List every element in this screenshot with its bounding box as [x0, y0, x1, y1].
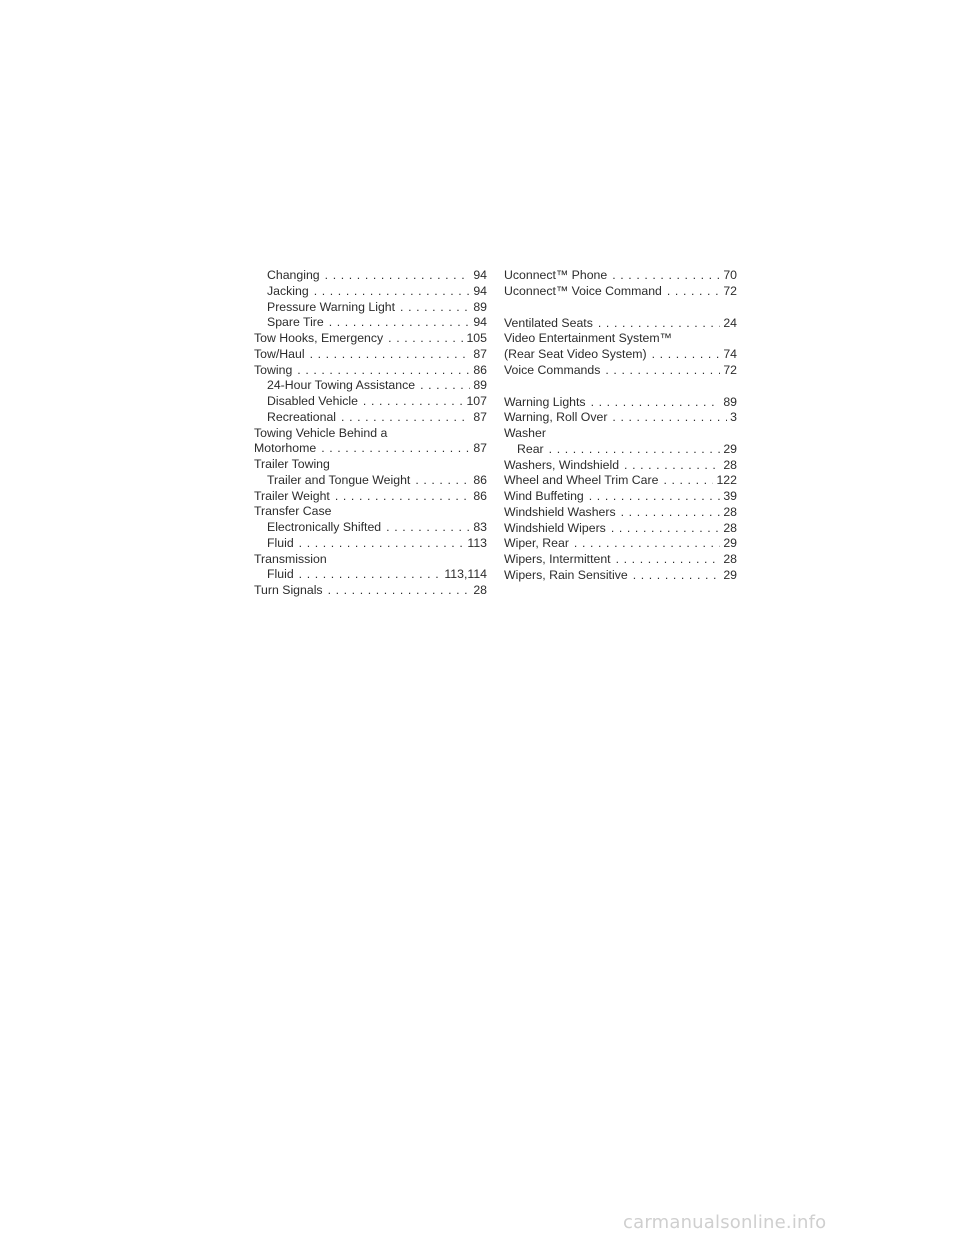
index-column-left [254, 268, 487, 599]
entry-label: Turn Signals [254, 583, 323, 597]
dot-leader [549, 442, 721, 458]
index-subentry [254, 268, 487, 284]
dot-leader [612, 410, 727, 426]
index-heading: Transmission [254, 551, 327, 566]
entry-page-number: 107 [466, 394, 487, 408]
entry-label: Wiper, Rear [504, 536, 569, 551]
dot-leader [633, 568, 721, 584]
index-entry [254, 441, 487, 457]
entry-page-number: 87 [473, 441, 487, 456]
index-subentry [254, 536, 487, 552]
dot-leader [329, 315, 471, 331]
dot-leader [612, 268, 720, 284]
dot-leader [598, 316, 720, 332]
dot-leader [388, 331, 463, 347]
entry-page-number: 89 [473, 299, 487, 314]
dot-leader [341, 410, 470, 426]
entry-page-number: 3 [730, 410, 737, 425]
entry-page-number: 89 [723, 394, 737, 409]
entry-label: Voice Commands [504, 362, 601, 377]
entry-page-number: 94 [473, 268, 487, 282]
entry-label: Changing [267, 268, 320, 282]
dot-leader [310, 347, 471, 363]
index-entry [254, 331, 487, 347]
entry-label: (Rear Seat Video System) [504, 347, 647, 361]
entry-label: Tow Hooks, Emergency [254, 331, 384, 345]
index-column-right [504, 268, 737, 584]
index-subentry [254, 284, 487, 300]
entry-label: Windshield Washers [504, 504, 616, 519]
entry-label: Uconnect™ Phone [504, 268, 608, 282]
entry-label: Fluid [267, 567, 294, 582]
index-entry [254, 363, 487, 379]
entry-label: Ventilated Seats [504, 315, 593, 330]
entry-page-number: 94 [473, 315, 487, 330]
dot-leader [363, 394, 464, 410]
dot-leader [574, 536, 720, 552]
entry-label: Warning, Roll Over [504, 410, 608, 425]
index-heading: Washer [504, 426, 546, 440]
dot-leader [415, 473, 470, 489]
index-subentry [504, 442, 737, 458]
entry-label: Wind Buffeting [504, 489, 584, 503]
index-entry [504, 284, 737, 300]
entry-page-number: 122 [716, 473, 737, 488]
entry-label: Motorhome [254, 441, 317, 456]
index-entry [504, 458, 737, 474]
dot-leader [624, 458, 720, 474]
entry-page-number: 87 [473, 346, 487, 361]
entry-label: Windshield Wipers [504, 520, 606, 535]
dot-leader [589, 489, 721, 505]
dot-leader [591, 395, 721, 411]
index-entry [504, 347, 737, 363]
entry-page-number: 28 [723, 504, 737, 519]
entry-page-number: 29 [723, 567, 737, 582]
entry-page-number: 86 [473, 362, 487, 377]
index-subentry [254, 394, 487, 410]
index-entry [504, 568, 737, 584]
index-subentry [254, 567, 487, 583]
index-subentry [254, 473, 487, 489]
index-heading: Trailer Towing [254, 457, 330, 471]
entry-page-number: 74 [723, 347, 737, 361]
index-entry [504, 316, 737, 332]
dot-leader [386, 520, 470, 536]
dot-leader [299, 536, 465, 552]
dot-leader [297, 363, 470, 379]
entry-page-number: 72 [723, 362, 737, 377]
entry-page-number: 70 [723, 268, 737, 282]
entry-page-number: 29 [723, 536, 737, 551]
entry-label: Wipers, Rain Sensitive [504, 567, 628, 582]
dot-leader [621, 505, 721, 521]
dot-leader [420, 378, 470, 394]
index-heading: Video Entertainment System™ [504, 331, 672, 346]
entry-label: Trailer and Tongue Weight [267, 472, 411, 487]
index-entry [504, 473, 737, 489]
entry-label: Spare Tire [267, 315, 324, 330]
dot-leader [299, 567, 442, 583]
dot-leader [663, 473, 713, 489]
dot-leader [335, 489, 470, 505]
entry-label: 24-Hour Towing Assistance [267, 378, 416, 393]
index-entry [254, 489, 487, 505]
entry-label: Jacking [267, 283, 309, 298]
watermark-brand: carmanualsonline.info [623, 1212, 827, 1233]
index-subentry [254, 410, 487, 426]
dot-leader [321, 441, 470, 457]
entry-page-number: 72 [723, 283, 737, 298]
entry-label: Uconnect™ Voice Command [504, 283, 662, 298]
entry-label: Electronically Shifted [267, 520, 382, 534]
index-entry [254, 583, 487, 599]
entry-label: Recreational [267, 409, 337, 424]
index-subentry [254, 315, 487, 331]
index-entry [504, 552, 737, 568]
index-subentry [254, 300, 487, 316]
entry-label: Tow/Haul [254, 346, 305, 361]
entry-label: Rear [517, 441, 544, 456]
index-entry [504, 395, 737, 411]
dot-leader [325, 268, 471, 284]
entry-label: Trailer Weight [254, 488, 330, 503]
entry-page-number: 86 [473, 472, 487, 487]
dot-leader [400, 300, 470, 316]
dot-leader [611, 521, 720, 537]
entry-label: Pressure Warning Light [267, 299, 396, 314]
entry-page-number: 39 [723, 489, 737, 503]
entry-label: Wipers, Intermittent [504, 552, 611, 566]
entry-page-number: 89 [473, 378, 487, 393]
dot-leader [605, 363, 720, 379]
entry-page-number: 28 [723, 520, 737, 535]
entry-page-number: 83 [473, 520, 487, 534]
dot-leader [652, 347, 721, 363]
index-heading: Transfer Case [254, 504, 332, 519]
index-entry [504, 536, 737, 552]
dot-leader [616, 552, 721, 568]
entry-page-number: 87 [473, 409, 487, 424]
index-entry [504, 505, 737, 521]
entry-page-number: 105 [466, 331, 487, 345]
entry-page-number: 28 [723, 457, 737, 472]
entry-page-number: 86 [473, 488, 487, 503]
entry-label: Warning Lights [504, 394, 586, 409]
entry-page-number: 113,114 [444, 567, 487, 582]
dot-leader [667, 284, 720, 300]
entry-page-number: 24 [723, 315, 737, 330]
index-entry [504, 489, 737, 505]
index-entry [504, 268, 737, 284]
index-entry [254, 347, 487, 363]
entry-label: Disabled Vehicle [267, 394, 358, 408]
index-subentry [254, 378, 487, 394]
index-entry [504, 410, 737, 426]
index-entry [504, 521, 737, 537]
entry-page-number: 28 [473, 583, 487, 597]
dot-leader [328, 583, 471, 599]
index-entry [504, 363, 737, 379]
index-heading: Towing Vehicle Behind a [254, 425, 388, 440]
entry-label: Wheel and Wheel Trim Care [504, 473, 659, 488]
entry-page-number: 28 [723, 552, 737, 566]
index-subentry [254, 520, 487, 536]
entry-page-number: 29 [723, 441, 737, 456]
entry-label: Washers, Windshield [504, 457, 620, 472]
entry-page-number: 94 [473, 283, 487, 298]
dot-leader [314, 284, 471, 300]
entry-page-number: 113 [467, 535, 487, 550]
entry-label: Fluid [267, 535, 294, 550]
entry-label: Towing [254, 362, 293, 377]
